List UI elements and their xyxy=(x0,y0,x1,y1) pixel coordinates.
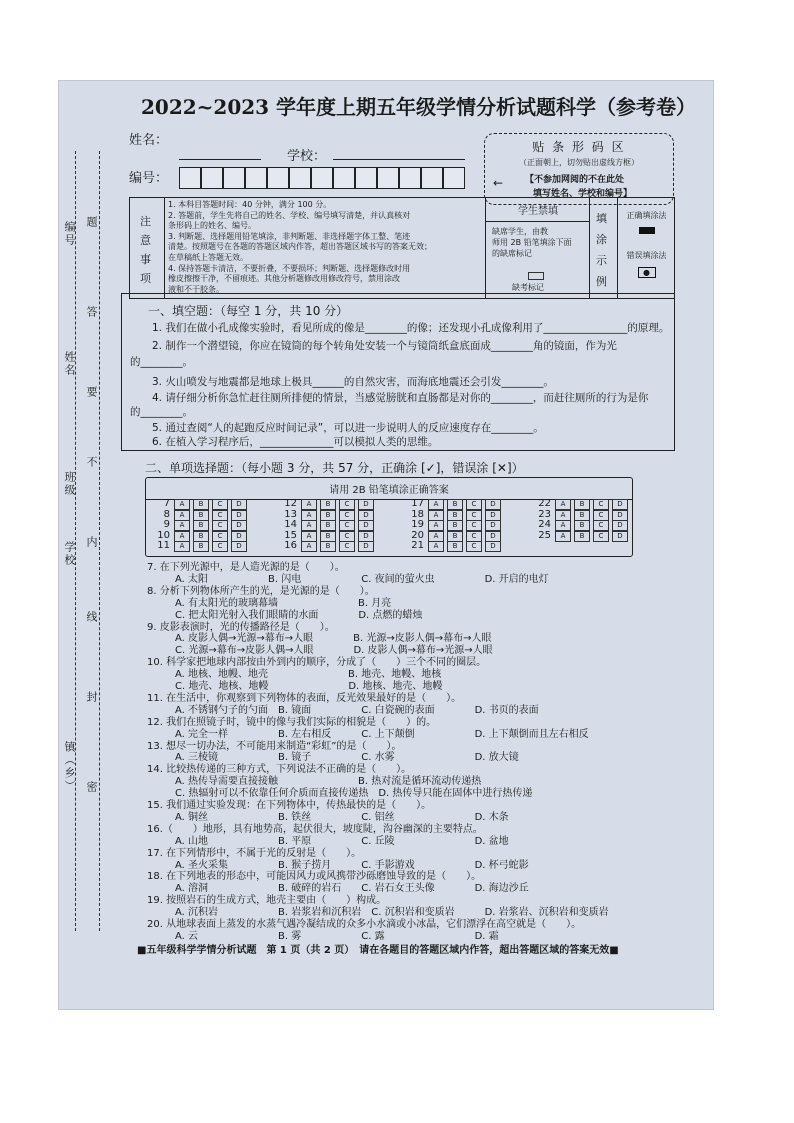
question-options: A. 沉积岩 B. 岩浆岩和沉积岩 C. 沉积岩和变质岩 D. 岩浆岩、沉积岩和变质岩 xyxy=(175,907,609,919)
answer-bubble-a[interactable]: A xyxy=(428,520,444,531)
answer-bubble-d[interactable]: D xyxy=(231,520,247,531)
absent-text: 缺席学生，由教 xyxy=(492,227,548,236)
answer-bubble-c[interactable]: C xyxy=(466,541,482,552)
answer-grid-title: 请用 2B 铅笔填涂正确答案 xyxy=(146,481,632,500)
answer-bubble-a[interactable]: A xyxy=(428,499,444,510)
question-options: A. 完全一样 B. 左右相反 C. 上下颠倒 D. 上下颠倒而且左右相反 xyxy=(175,728,589,740)
question-number: 17 xyxy=(411,498,424,509)
bubble-row xyxy=(406,540,504,552)
barcode-subtitle: （正面朝上，切勿贴出虚线方框） xyxy=(519,158,639,167)
answer-bubble-a[interactable]: A xyxy=(555,499,571,510)
answer-bubble-b[interactable]: B xyxy=(320,531,336,542)
notice-label-char: 事 xyxy=(140,253,151,266)
seal-char-7: 封 xyxy=(85,691,98,704)
school-field[interactable] xyxy=(333,159,465,160)
correct-fill-label: 正确填涂法 xyxy=(626,211,667,220)
question-stem: 13. 想尽一切办法，不可能用来制造“彩虹”的是（ ）。 xyxy=(147,740,402,752)
notice-item: 2. 答题前，学生先将自己的姓名、学校、编号填写清楚，并认真核对 xyxy=(168,210,411,220)
bubble-row xyxy=(533,530,631,542)
answer-bubble-d[interactable]: D xyxy=(612,531,628,542)
absent-mark-label: 缺考标记 xyxy=(512,283,544,292)
question-options: A. 热传导需要直接接触 B. 热对流是循环流动传递热 xyxy=(175,776,482,788)
question-number: 10 xyxy=(157,529,170,541)
answer-bubble-d[interactable]: D xyxy=(358,541,374,552)
answer-bubble-c[interactable]: C xyxy=(466,520,482,531)
fill-blank-line[interactable]: 1. 我们在做小孔成像实验时，看见所成的像是________的像；还发现小孔成像利用了________________的原理。 xyxy=(152,322,670,334)
question-number: 16 xyxy=(284,540,297,552)
answer-bubble-c[interactable]: C xyxy=(339,499,355,510)
question-number: 14 xyxy=(284,519,297,531)
question-number: 13 xyxy=(284,508,297,520)
notice-item: 1. 本科目答题时间：40 分钟，满分 100 分。 xyxy=(168,200,332,209)
answer-bubble-c[interactable]: C xyxy=(339,531,355,542)
fill-blank-line[interactable]: 5. 通过查阅“人的起跑反应时间记录”，可以进一步说明人的反应速度存在________。 xyxy=(152,422,544,434)
answer-bubble-d[interactable]: D xyxy=(231,510,247,521)
section1-heading: 一、填空题：（每空 1 分，共 10 分） xyxy=(148,304,349,318)
question-number: 24 xyxy=(538,519,551,531)
answer-bubble-c[interactable]: C xyxy=(339,510,355,521)
question-stem: 12. 我们在照镜子时，镜中的像与我们实际的相貌是（ ）的。 xyxy=(147,716,437,728)
question-stem: 18. 在下列地表的形态中，可能因风力或风携带沙砾磨蚀导致的是（ ）。 xyxy=(147,871,482,883)
answer-bubble-d[interactable]: D xyxy=(231,531,247,542)
answer-bubble-b[interactable]: B xyxy=(447,541,463,552)
answer-bubble-c[interactable]: C xyxy=(212,541,228,552)
answer-bubble-d[interactable]: D xyxy=(612,520,628,531)
answer-bubble-a[interactable]: A xyxy=(428,541,444,552)
question-options: A. 皮影人偶→光源→幕布→人眼 B. 光源→皮影人偶→幕布→人眼 xyxy=(175,633,492,645)
question-stem: 8. 分析下列物体所产生的光，是光源的是（ ）。 xyxy=(147,585,375,597)
answer-bubble-a[interactable]: A xyxy=(428,510,444,521)
question-options: A. 溶洞 B. 破碎的岩石 C. 岩石女王头像 D. 海边沙丘 xyxy=(175,883,529,895)
notice-item: 液和不干胶条。 xyxy=(168,284,224,294)
answer-bubble-a[interactable]: A xyxy=(301,531,317,542)
side-number-label: 编号 xyxy=(63,221,76,247)
question-stem: 20. 从地球表面上蒸发的水蒸气遇冷凝结成的众多小水滴或小冰晶，它们漂浮在高空就是（ ）。 xyxy=(147,919,582,930)
question-options: A. 三棱镜 B. 镜子 C. 水雾 D. 放大镜 xyxy=(175,752,519,764)
answer-bubble-b[interactable]: B xyxy=(193,510,209,521)
question-stem: 17. 在下列情形中，不属于光的反射是（ ）。 xyxy=(147,847,362,859)
question-number: 12 xyxy=(284,498,297,509)
question-options: A. 有太阳光的玻璃幕墙 B. 月亮 xyxy=(175,597,392,609)
answer-bubble-b[interactable]: B xyxy=(447,510,463,521)
number-boxes[interactable] xyxy=(179,167,465,189)
answer-bubble-c[interactable]: C xyxy=(593,510,609,521)
answer-bubble-a[interactable]: A xyxy=(301,499,317,510)
absent-checkbox[interactable] xyxy=(528,272,544,280)
school-label: 学校： xyxy=(287,149,327,164)
page-title: 2022~2023 学年度上期五年级学情分析试题科学（参考卷） xyxy=(141,95,697,119)
fill-blank-line[interactable]: 3. 火山喷发与地震都是地球上极具______的自然灾害，而海底地震还会引发________。 xyxy=(152,376,554,388)
fill-blank-line[interactable]: 6. 在植入学习程序后，______________可以模拟人类的思维。 xyxy=(152,436,439,448)
fill-blank-line[interactable]: 的________。 xyxy=(130,356,193,368)
barcode-note-2: 填写姓名、学校和编号】 xyxy=(533,189,633,199)
question-options: C. 光源→幕布→皮影人偶→人眼 D. 皮影人偶→幕布→光源→人眼 xyxy=(175,645,493,657)
question-stem: 14. 比较热传递的三种方式，下列说法不正确的是（ ）。 xyxy=(147,764,412,776)
question-stem: 9. 皮影表演时，光的传播路径是（ ）。 xyxy=(147,621,335,633)
answer-bubble-b[interactable]: B xyxy=(320,510,336,521)
notice-label-char: 注 xyxy=(140,215,151,228)
side-name-label: 姓名 xyxy=(63,351,76,377)
section2-heading: 二、单项选择题：（每小题 3 分，共 57 分，正确涂 [✓]，错误涂 [✕]） xyxy=(145,461,524,475)
notice-label-char: 项 xyxy=(140,272,151,285)
answer-bubble-b[interactable]: B xyxy=(574,531,590,542)
answer-bubble-a[interactable]: A xyxy=(174,499,190,510)
answer-bubble-b[interactable]: B xyxy=(320,541,336,552)
answer-bubble-b[interactable]: B xyxy=(320,520,336,531)
question-stem: 15. 我们通过实验发现：在下列物体中，传热最快的是（ ）。 xyxy=(147,800,432,811)
question-number: 25 xyxy=(538,529,551,541)
fill-label-char: 示 xyxy=(596,254,607,267)
answer-bubble-b[interactable]: B xyxy=(447,499,463,510)
fill-label-char: 涂 xyxy=(596,233,607,246)
answer-bubble-c[interactable]: C xyxy=(593,520,609,531)
answer-bubble-d[interactable]: D xyxy=(612,510,628,521)
answer-bubble-a[interactable]: A xyxy=(174,531,190,542)
seal-line-left xyxy=(99,151,100,931)
absent-text: 的缺席标记 xyxy=(492,249,532,258)
answer-bubble-b[interactable]: B xyxy=(574,499,590,510)
answer-bubble-d[interactable]: D xyxy=(231,541,247,552)
seal-char-8: 密 xyxy=(85,781,98,794)
answer-bubble-a[interactable]: A xyxy=(428,531,444,542)
answer-bubble-c[interactable]: C xyxy=(466,531,482,542)
question-number: 18 xyxy=(411,508,424,520)
absent-cell xyxy=(485,198,590,298)
answer-bubble-c[interactable]: C xyxy=(593,531,609,542)
question-number: 22 xyxy=(538,498,551,509)
answer-bubble-b[interactable]: B xyxy=(574,510,590,521)
question-options: A. 铜丝 B. 铁丝 C. 铝丝 D. 木条 xyxy=(175,811,509,823)
notice-item: 4. 保持答题卡清洁，不要折叠，不要损坏；判断题、选择题修改时用 xyxy=(168,263,411,273)
side-class-label: 班级 xyxy=(63,471,76,497)
question-number: 8 xyxy=(163,508,170,520)
answer-bubble-c[interactable]: C xyxy=(593,499,609,510)
fill-label-char: 填 xyxy=(596,212,607,225)
question-number: 23 xyxy=(538,508,551,520)
question-stem: 19. 按照岩石的生成方式，地壳主要由（ ）构成。 xyxy=(147,895,387,907)
answer-bubble-c[interactable]: C xyxy=(339,541,355,552)
side-school-label: 学校 xyxy=(63,541,76,567)
answer-bubble-a[interactable]: A xyxy=(174,510,190,521)
bubble-row xyxy=(152,540,250,552)
notice-item: 在草稿纸上答题无效。 xyxy=(168,252,248,262)
answer-bubble-b[interactable]: B xyxy=(574,520,590,531)
answer-bubble-d[interactable]: D xyxy=(485,520,501,531)
fill-label-cell xyxy=(589,198,618,298)
answer-bubble-grid xyxy=(145,477,633,557)
answer-bubble-a[interactable]: A xyxy=(555,510,571,521)
bubble-area xyxy=(152,498,628,554)
barcode-note-1: 【不参加网阅的不在此处 xyxy=(525,175,625,185)
notice-label-char: 意 xyxy=(140,234,151,247)
filled-mark-icon xyxy=(639,227,655,234)
answer-bubble-c[interactable]: C xyxy=(212,520,228,531)
answer-bubble-d[interactable]: D xyxy=(231,499,247,510)
fill-label-char: 例 xyxy=(596,275,607,288)
answer-bubble-d[interactable]: D xyxy=(485,510,501,521)
answer-bubble-b[interactable]: B xyxy=(320,499,336,510)
answer-bubble-c[interactable]: C xyxy=(212,499,228,510)
notice-item: 橡皮擦擦干净，不留痕迹。其他分析题修改用修改符号，禁用涂改 xyxy=(168,274,400,284)
question-options: C. 地壳、地核、地幔 D. 地核、地壳、地幔 xyxy=(175,681,443,692)
notice-item: 条形码上的姓名、编号。 xyxy=(168,221,256,231)
name-label: 姓名： xyxy=(129,133,169,148)
answer-bubble-b[interactable]: B xyxy=(447,520,463,531)
seal-char-6: 线 xyxy=(85,611,98,624)
exam-sheet xyxy=(58,80,714,1010)
seal-char-2: 答 xyxy=(85,306,98,319)
question-number: 9 xyxy=(163,519,170,531)
barcode-area xyxy=(484,133,674,205)
wrong-mark-icon: ● xyxy=(638,267,656,278)
bubble-row xyxy=(279,540,377,552)
fill-blank-section xyxy=(121,293,675,451)
question-number: 19 xyxy=(411,519,424,531)
answer-bubble-a[interactable]: A xyxy=(174,541,190,552)
notice-table xyxy=(129,197,675,299)
question-number: 7 xyxy=(163,498,170,509)
fill-blank-line[interactable]: 2. 制作一个潜望镜，你应在镜筒的每个转角处安装一个与镜筒纸盒底面成________角的镜面，作为光 xyxy=(152,340,617,352)
answer-bubble-a[interactable]: A xyxy=(174,520,190,531)
question-options: C. 把太阳光射入我们眼睛的水面 D. 点燃的蜡烛 xyxy=(175,609,423,621)
question-options: A. 太阳 B. 闪电 C. 夜间的萤火虫 D. 开启的电灯 xyxy=(175,573,549,585)
side-town-label: 镇（乡） xyxy=(63,741,76,793)
answer-bubble-c[interactable]: C xyxy=(339,520,355,531)
answer-bubble-c[interactable]: C xyxy=(466,499,482,510)
question-stem: 10. 科学家把地球内部按由外到内的顺序，分成了（ ）三个不同的圈层。 xyxy=(147,657,487,669)
notice-item: 清楚。按照题号在各题的答题区域内作答，超出答题区域书写的答案无效； xyxy=(168,242,432,252)
page-footer: ■五年级科学学情分析试题 第 1 页（共 2 页） 请在各题目的答题区域内作答，超出答题区域的答案无效■ xyxy=(137,945,619,956)
answer-bubble-d[interactable]: D xyxy=(358,499,374,510)
question-options: A. 不锈钢勺子的勺面 B. 镜面 C. 白瓷碗的表面 D. 书页的表面 xyxy=(175,704,539,716)
question-number: 15 xyxy=(284,529,297,541)
answer-bubble-a[interactable]: A xyxy=(301,541,317,552)
answer-bubble-c[interactable]: C xyxy=(212,531,228,542)
question-options: A. 地核、地幔、地壳 B. 地壳、地幔、地核 xyxy=(175,669,442,681)
absent-title: 学生禁填 xyxy=(486,198,590,222)
seal-char-1: 题 xyxy=(85,216,98,229)
fill-blank-line[interactable]: 的________。 xyxy=(130,406,193,418)
answer-bubble-b[interactable]: B xyxy=(193,541,209,552)
answer-bubble-d[interactable]: D xyxy=(612,499,628,510)
notice-item: 3. 判断题、选择题用铅笔填涂，非判断题、非选择题字体工整、笔迹 xyxy=(168,231,411,241)
seal-char-4: 不 xyxy=(85,456,98,469)
question-number: 21 xyxy=(411,540,424,552)
arrow-left-icon: ← xyxy=(493,176,504,190)
question-number: 20 xyxy=(411,529,424,541)
answer-bubble-d[interactable]: D xyxy=(358,531,374,542)
answer-bubble-d[interactable]: D xyxy=(485,541,501,552)
question-options: C. 热辐射可以不依靠任何介质而直接传递热 D. 热传导只能在固体中进行热传递 xyxy=(175,788,533,800)
question-number: 11 xyxy=(157,540,170,552)
name-field[interactable] xyxy=(179,159,261,160)
wrong-fill-label: 错误填涂法 xyxy=(626,251,667,260)
seal-char-3: 要 xyxy=(85,386,98,399)
fill-example-cell xyxy=(617,198,675,298)
answer-bubble-d[interactable]: D xyxy=(485,499,501,510)
answer-bubble-a[interactable]: A xyxy=(555,520,571,531)
absent-text: 师用 2B 铅笔填涂下面 xyxy=(492,238,572,247)
answer-bubble-b[interactable]: B xyxy=(193,531,209,542)
answer-bubble-a[interactable]: A xyxy=(301,510,317,521)
notice-items xyxy=(168,200,432,295)
seal-char-5: 内 xyxy=(85,536,98,549)
answer-bubble-d[interactable]: D xyxy=(358,520,374,531)
fill-blank-line[interactable]: 4. 请仔细分析你急忙赶往厕所排便的情景，当感觉膀胱和直肠都是对你的________，而赶往厕所的行为是你 xyxy=(152,392,649,404)
answer-bubble-c[interactable]: C xyxy=(212,510,228,521)
answer-bubble-b[interactable]: B xyxy=(447,531,463,542)
answer-bubble-b[interactable]: B xyxy=(193,499,209,510)
notice-label-cell xyxy=(130,198,165,298)
answer-bubble-d[interactable]: D xyxy=(485,531,501,542)
question-options: A. 圣火采集 B. 猴子捞月 C. 手影游戏 D. 杯弓蛇影 xyxy=(175,859,529,871)
barcode-title: 贴 条 形 码 区 xyxy=(532,140,626,154)
question-stem: 11. 在生活中，你观察到下列物体的表面，反光效果最好的是（ ）。 xyxy=(147,692,462,704)
number-label: 编号： xyxy=(129,171,169,186)
question-options: A. 山地 B. 平原 C. 丘陵 D. 盆地 xyxy=(175,835,509,847)
answer-bubble-a[interactable]: A xyxy=(555,531,571,542)
question-options: A. 云 B. 雾 C. 露 D. 霜 xyxy=(175,930,499,942)
answer-bubble-c[interactable]: C xyxy=(466,510,482,521)
answer-bubble-a[interactable]: A xyxy=(301,520,317,531)
answer-bubble-d[interactable]: D xyxy=(358,510,374,521)
answer-bubble-b[interactable]: B xyxy=(193,520,209,531)
question-stem: 7. 在下列光源中，是人造光源的是（ ）。 xyxy=(147,562,345,573)
question-stem: 16.（ ）地形，具有地势高，起伏很大，坡度陡，沟谷幽深的主要特点。 xyxy=(147,823,483,835)
